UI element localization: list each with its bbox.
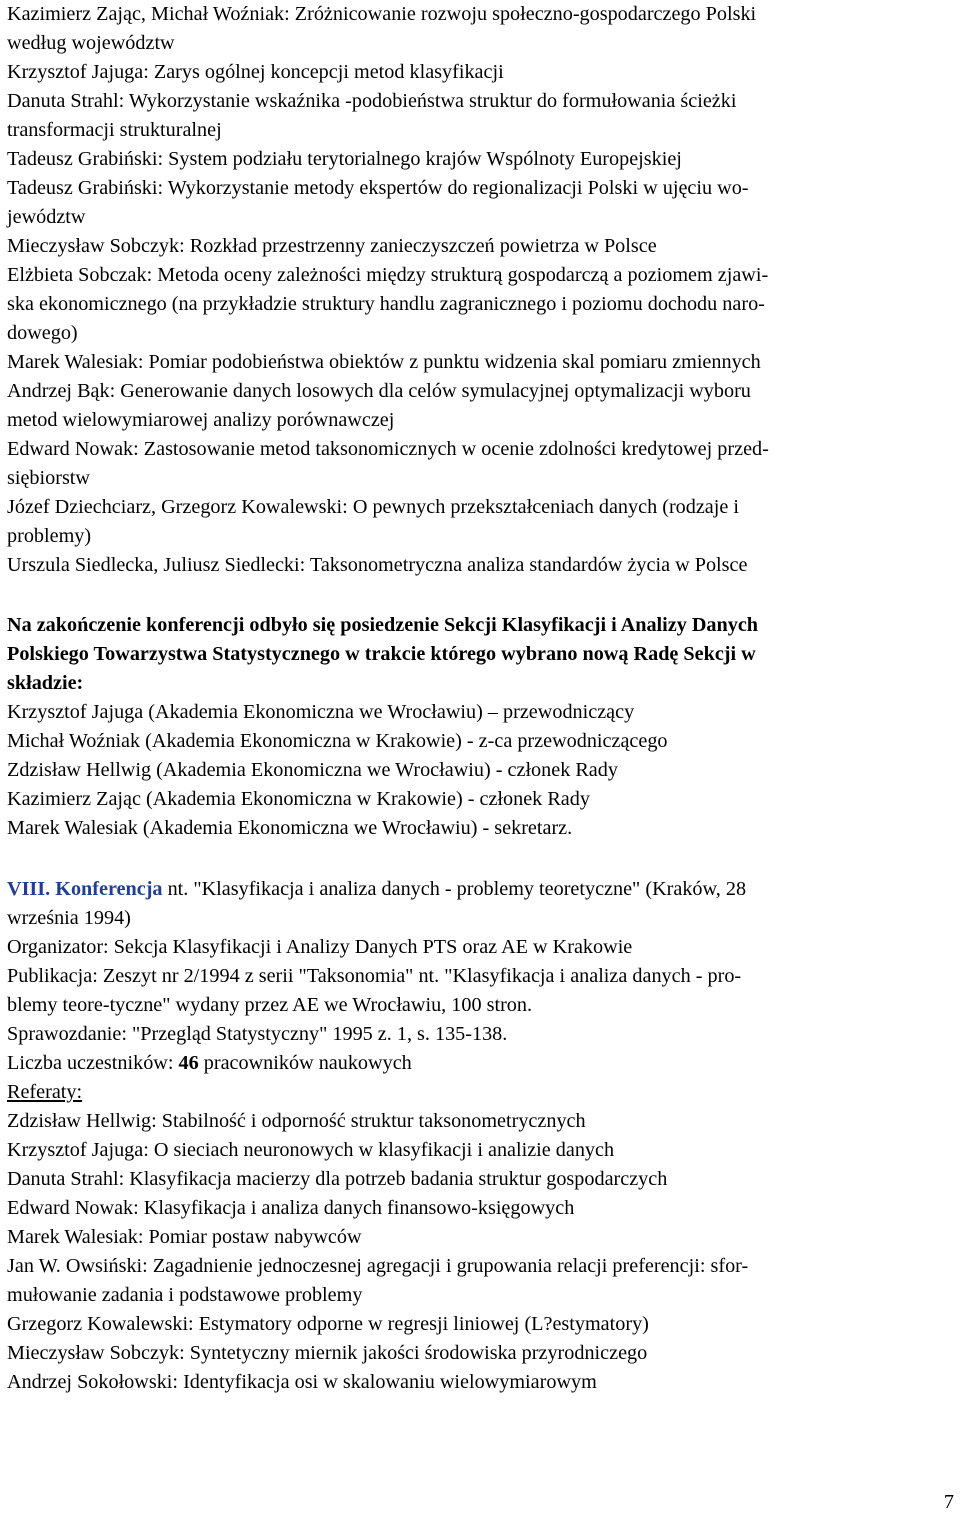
council-member: Krzysztof Jajuga (Akademia Ekonomiczna we Wrocławiu) – przewodniczący [7,701,635,723]
paper-line: Kazimierz Zając, Michał Woźniak: Zróżnicowanie rozwoju społeczno-gospodarczego Polski [7,3,757,25]
paper-entry [7,145,957,174]
paper-line: jewództw [7,206,86,228]
paper-line: Tadeusz Grabiński: System podziału terytorialnego krajów Wspólnoty Europejskiej [7,148,682,170]
section-spacer [7,580,957,611]
paper-entry [7,0,957,58]
paper-entry [7,348,957,377]
papers-heading: Referaty: [7,1081,83,1103]
paper-line: Jan W. Owsiński: Zagadnienie jednoczesnej agregacji i grupowania relacji preferencji: sfor- [7,1255,749,1277]
paper-entry [7,58,957,87]
paper-line: Marek Walesiak: Pomiar postaw nabywców [7,1226,362,1248]
conference-organizer: Organizator: Sekcja Klasyfikacji i Analizy Danych PTS oraz AE w Krakowie [7,936,633,958]
paper-line: Tadeusz Grabiński: Wykorzystanie metody ekspertów do regionalizacji Polski w ujęciu wo- [7,177,749,199]
paper-line: Elżbieta Sobczak: Metoda oceny zależności między strukturą gospodarczą a poziomem zjawi- [7,264,769,286]
paper-line: Andrzej Bąk: Generowanie danych losowych dla celów symulacyjnej optymalizacji wyboru [7,380,751,402]
paper-line: transformacji strukturalnej [7,119,222,141]
paper-line: Zdzisław Hellwig: Stabilność i odporność struktur taksonometrycznych [7,1110,586,1132]
council-heading-line: Na zakończenie konferencji odbyło się posiedzenie Sekcji Klasyfikacji i Analizy Danych [7,614,759,636]
council-member: Marek Walesiak (Akademia Ekonomiczna we Wrocławiu) - sekretarz. [7,817,573,839]
paper-line: Danuta Strahl: Klasyfikacja macierzy dla potrzeb badania struktur gospodarczych [7,1168,668,1190]
paper-line: ska ekonomicznego (na przykładzie struktury handlu zagranicznego i poziomu dochodu naro- [7,293,765,315]
conference-label: Konferencja [55,878,163,900]
conference-title-line-2: września 1994) [7,907,131,929]
section-spacer [7,843,957,875]
document-page [7,0,957,1397]
council-heading-line: składzie: [7,672,84,694]
conference-participants [7,1049,957,1078]
paper-line: Edward Nowak: Zastosowanie metod taksonomicznych w ocenie zdolności kredytowej przed- [7,438,769,460]
paper-entry [7,261,957,348]
paper-line: metod wielowymiarowej analizy porównawczej [7,409,395,431]
previous-papers-list [7,0,957,580]
council-member: Michał Woźniak (Akademia Ekonomiczna w Krakowie) - z-ca przewodniczącego [7,730,668,752]
paper-line: Andrzej Sokołowski: Identyfikacja osi w skalowaniu wielowymiarowym [7,1371,597,1393]
paper-entry [7,232,957,261]
paper-entry [7,435,957,493]
paper-line: Mieczysław Sobczyk: Syntetyczny miernik jakości środowiska przyrodniczego [7,1342,648,1364]
conference-title: nt. "Klasyfikacja i analiza danych - problemy teoretyczne" (Kraków, 28 [162,878,747,900]
paper-line: dowego) [7,322,78,344]
paper-line: według województw [7,32,175,54]
paper-entry [7,551,957,580]
participants-suffix: pracowników naukowych [198,1052,412,1074]
paper-line: mułowanie zadania i podstawowe problemy [7,1284,363,1306]
paper-line: Krzysztof Jajuga: O sieciach neuronowych w klasyfikacji i analizie danych [7,1139,615,1161]
paper-entry [7,174,957,232]
council-section [7,611,957,843]
participants-count: 46 [178,1052,199,1074]
paper-entry [7,377,957,435]
conference-section [7,875,957,1397]
page-number: 7 [943,1491,954,1513]
paper-entry [7,493,957,551]
paper-line: Edward Nowak: Klasyfikacja i analiza danych finansowo-księgowych [7,1197,575,1219]
paper-line: Mieczysław Sobczyk: Rozkład przestrzenny zanieczyszczeń powietrza w Polsce [7,235,657,257]
council-heading-line: Polskiego Towarzystwa Statystycznego w trakcie którego wybrano nową Radę Sekcji w [7,643,756,665]
conference-publication-line: Publikacja: Zeszyt nr 2/1994 z serii "Taksonomia" nt. "Klasyfikacja i analiza danych - pro- [7,965,742,987]
paper-line: Urszula Siedlecka, Juliusz Siedlecki: Taksonometryczna analiza standardów życia w Polsce [7,554,748,576]
conference-publication-line: blemy teore-tyczne" wydany przez AE we Wrocławiu, 100 stron. [7,994,533,1016]
paper-line: Marek Walesiak: Pomiar podobieństwa obiektów z punktu widzenia skal pomiaru zmiennych [7,351,761,373]
conference-papers-list [7,1107,957,1397]
council-member: Zdzisław Hellwig (Akademia Ekonomiczna we Wrocławiu) - członek Rady [7,759,618,781]
paper-line: Krzysztof Jajuga: Zarys ogólnej koncepcji metod klasyfikacji [7,61,504,83]
council-member: Kazimierz Zając (Akademia Ekonomiczna w Krakowie) - członek Rady [7,788,590,810]
conference-report: Sprawozdanie: "Przegląd Statystyczny" 1995 z. 1, s. 135-138. [7,1023,508,1045]
paper-line: Grzegorz Kowalewski: Estymatory odporne w regresji liniowej (L?estymatory) [7,1313,649,1335]
participants-prefix: Liczba uczestników: [7,1052,179,1074]
paper-line: Danuta Strahl: Wykorzystanie wskaźnika -podobieństwa struktur do formułowania ścieżki [7,90,737,112]
paper-line: siębiorstw [7,467,90,489]
paper-line: Józef Dziechciarz, Grzegorz Kowalewski: O pewnych przekształceniach danych (rodzaje i [7,496,739,518]
paper-line: problemy) [7,525,92,547]
conference-number: VIII. [7,878,51,900]
paper-entry [7,87,957,145]
conference-title-line [7,875,957,904]
